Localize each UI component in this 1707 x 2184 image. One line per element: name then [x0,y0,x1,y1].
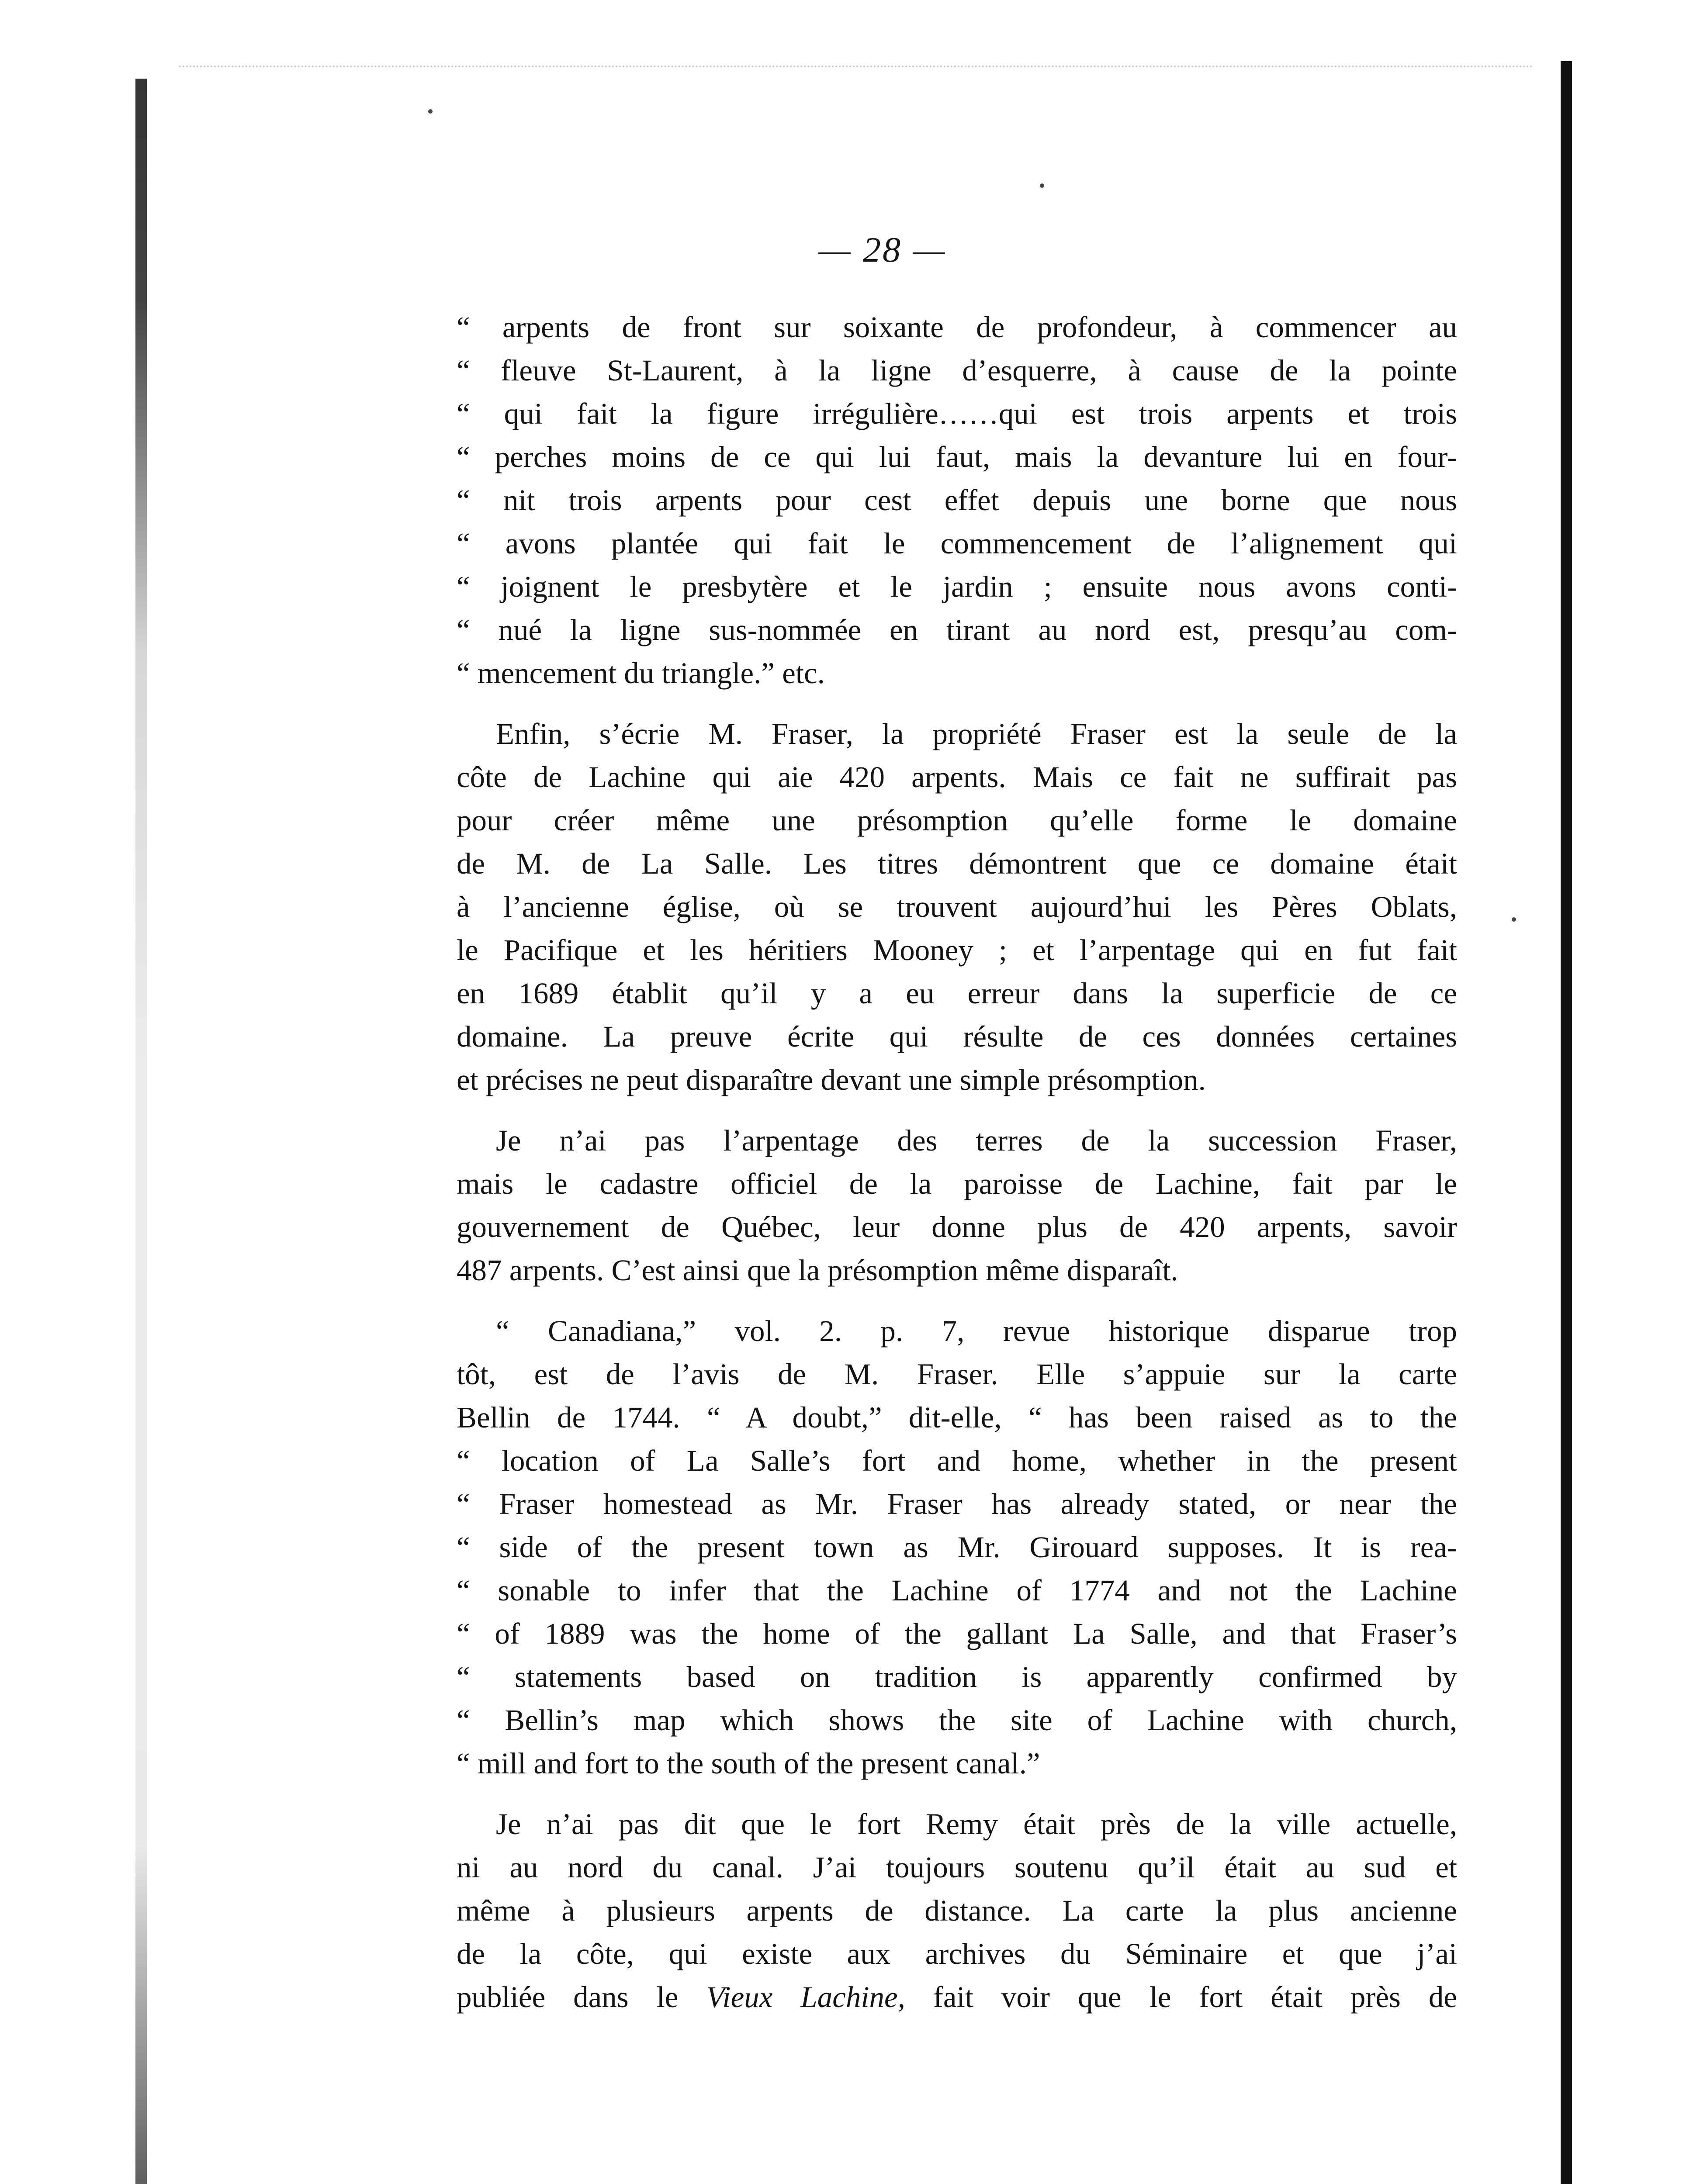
paragraph-line: “ side of the present town as Mr. Girouard supposes. It is rea- [457,1531,1457,1564]
paragraph-line: “ mill and fort to the south of the present canal.” [457,1747,1040,1780]
paragraph-line: Enfin, s’écrie M. Fraser, la propriété Fraser est la seule de la [496,717,1457,750]
quote-line: “ perches moins de ce qui lui faut, mais la devanture lui en four- [457,440,1457,473]
quote-line: “ nué la ligne sus-nommée en tirant au nord est, presqu’au com- [457,613,1457,646]
paragraph-line: 487 arpents. C’est ainsi que la présomption même disparaît. [457,1254,1178,1287]
paragraph-line: “ Bellin’s map which shows the site of Lachine with church, [457,1704,1457,1737]
paragraph-line: en 1689 établit qu’il y a eu erreur dans la superficie de ce [457,977,1457,1010]
paragraph-line: même à plusieurs arpents de distance. La carte la plus ancienne [457,1894,1457,1927]
paragraph-line: tôt, est de l’avis de M. Fraser. Elle s’appuie sur la carte [457,1358,1457,1391]
scan-right-border [1561,61,1572,2184]
quote-line: “ avons plantée qui fait le commencement de l’alignement qui [457,527,1457,560]
paragraph-line: et précises ne peut disparaître devant une simple présomption. [457,1063,1206,1096]
quote-line: “ arpents de front sur soixante de profondeur, à commencer au [457,311,1457,344]
page-body [457,306,1457,2019]
paragraph-gap [457,695,1457,712]
paragraph-line: Bellin de 1744. “ A doubt,” dit-elle, “ has been raised as to the [457,1401,1457,1434]
book-title: Vieux Lachine, [706,1980,905,2014]
paragraph-line: “ Canadiana,” vol. 2. p. 7, revue historique disparue trop [496,1314,1457,1348]
paragraph-line: de M. de La Salle. Les titres démontrent que ce domaine était [457,847,1457,880]
paragraph-remy [457,1803,1457,2019]
quote-line: “ joignent le presbytère et le jardin ; ensuite nous avons conti- [457,570,1457,603]
quote-line: “ nit trois arpents pour cest effet depuis une borne que nous [457,484,1457,517]
paragraph-line: “ sonable to infer that the Lachine of 1774 and not the Lachine [457,1574,1457,1607]
paragraph-gap [457,1785,1457,1803]
quote-block [457,306,1457,695]
paragraph-line: mais le cadastre officiel de la paroisse de Lachine, fait par le [457,1167,1457,1200]
quote-line: “ mencement du triangle.” etc. [457,657,825,690]
text-run: publiée dans le [457,1980,706,2014]
paragraph-line: Je n’ai pas l’arpentage des terres de la succession Fraser, [496,1124,1457,1157]
quote-line: “ qui fait la figure irrégulière……qui est trois arpents et trois [457,397,1457,430]
text-run: fait voir que le fort était près de [905,1980,1457,2014]
paragraph-arpentage [457,1119,1457,1292]
paragraph-line: de la côte, qui existe aux archives du Séminaire et que j’ai [457,1937,1457,1970]
quote-line: “ fleuve St-Laurent, à la ligne d’esquerre, à cause de la pointe [457,354,1457,387]
paragraph-line: à l’ancienne église, où se trouvent aujourd’hui les Pères Oblats, [457,890,1457,923]
paragraph-line: côte de Lachine qui aie 420 arpents. Mais ce fait ne suffirait pas [457,760,1457,794]
scan-speck [1040,183,1044,188]
paragraph-line: “ location of La Salle’s fort and home, whether in the present [457,1444,1457,1477]
paragraph-line: ni au nord du canal. J’ai toujours soutenu qu’il était au sud et [457,1851,1457,1884]
paragraph-canadiana [457,1310,1457,1785]
paragraph-line: “ Fraser homestead as Mr. Fraser has already stated, or near the [457,1487,1457,1521]
paragraph-line [457,1976,1457,2019]
paragraph-line: “ statements based on tradition is apparently confirmed by [457,1660,1457,1693]
paragraph-enfin [457,712,1457,1102]
page-number: — 28 — [818,230,947,270]
paragraph-line: gouvernement de Québec, leur donne plus de 420 arpents, savoir [457,1210,1457,1244]
paragraph-gap [457,1292,1457,1310]
paragraph-line: le Pacifique et les héritiers Mooney ; et l’arpentage qui en fut fait [457,933,1457,967]
paragraph-line: “ of 1889 was the home of the gallant La Salle, and that Fraser’s [457,1617,1457,1650]
paragraph-line: domaine. La preuve écrite qui résulte de ces données certaines [457,1020,1457,1053]
paragraph-gap [457,1102,1457,1119]
scan-left-border [135,79,147,2184]
scan-top-specks [179,66,1534,73]
scan-speck [428,109,433,114]
scan-speck [1512,917,1516,922]
paragraph-line: pour créer même une présomption qu’elle forme le domaine [457,804,1457,837]
paragraph-line: Je n’ai pas dit que le fort Remy était près de la ville actuelle, [496,1807,1457,1841]
